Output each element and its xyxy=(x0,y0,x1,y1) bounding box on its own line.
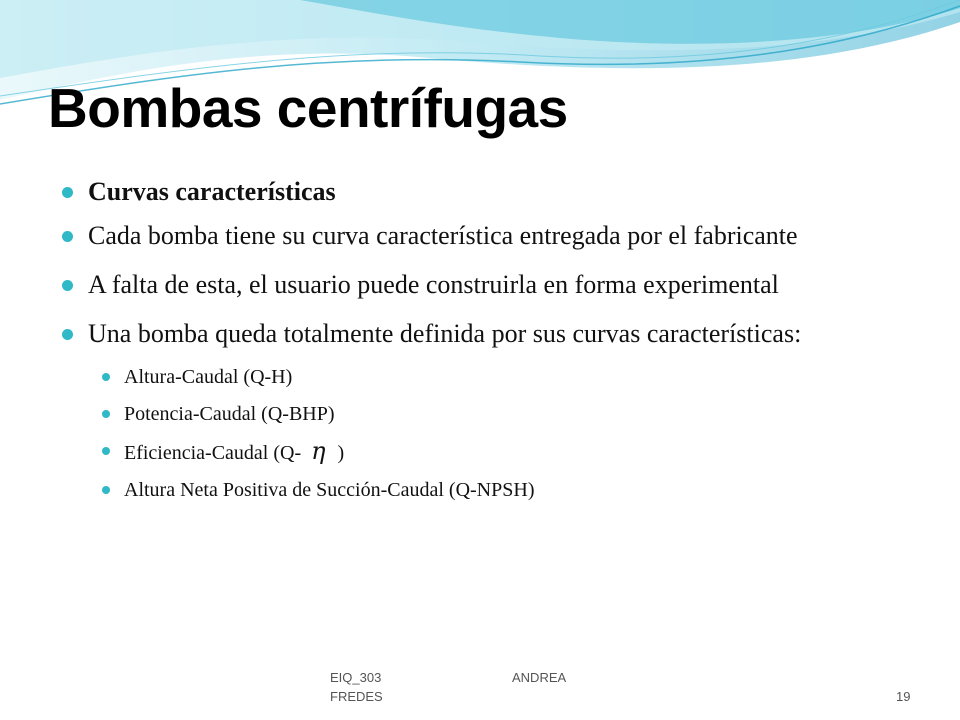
bullet-text: A falta de esta, el usuario puede construirla en forma experimental xyxy=(88,270,779,299)
bullet-dot-icon xyxy=(102,373,110,381)
bullet-dot-icon xyxy=(62,231,73,242)
bullet-item xyxy=(62,267,910,303)
sub-bullet-text: Eficiencia-Caudal (Q- xyxy=(124,442,302,464)
bullet-text: Curvas características xyxy=(88,177,336,206)
slide-title: Bombas centrífugas xyxy=(48,77,568,139)
bullet-dot-icon xyxy=(62,187,73,198)
bullet-item xyxy=(62,316,910,352)
bullet-text: Una bomba queda totalmente definida por sus curvas características: xyxy=(88,319,802,348)
bullet-list xyxy=(62,174,910,352)
sub-bullet-item xyxy=(62,437,910,467)
bullet-dot-icon xyxy=(62,280,73,291)
sub-bullet-list xyxy=(62,363,910,504)
sub-bullet-item xyxy=(62,476,910,504)
page-number: 19 xyxy=(896,689,911,704)
sub-bullet-text: Potencia-Caudal (Q-BHP) xyxy=(124,403,335,425)
footer-author-first: ANDREA xyxy=(512,670,567,685)
sub-bullet-text: Altura-Caudal (Q-H) xyxy=(124,366,293,388)
bullet-text: Cada bomba tiene su curva característica entregada por el fabricante xyxy=(88,221,798,250)
sub-bullet-close-paren: ) xyxy=(337,442,345,464)
bullet-dot-icon xyxy=(102,410,110,418)
slide-content xyxy=(62,174,910,513)
eta-symbol: η xyxy=(311,437,326,465)
bullet-dot-icon xyxy=(102,447,110,455)
footer-author-last: FREDES xyxy=(330,689,383,704)
sub-bullet-item xyxy=(62,363,910,391)
sub-bullet-text: Altura Neta Positiva de Succión-Caudal (Q-NPSH) xyxy=(124,479,535,501)
bullet-item xyxy=(62,174,910,210)
footer-course: EIQ_303 xyxy=(330,670,382,685)
bullet-dot-icon xyxy=(62,329,73,340)
bullet-dot-icon xyxy=(102,486,110,494)
sub-bullet-item xyxy=(62,400,910,428)
bullet-item xyxy=(62,218,910,254)
